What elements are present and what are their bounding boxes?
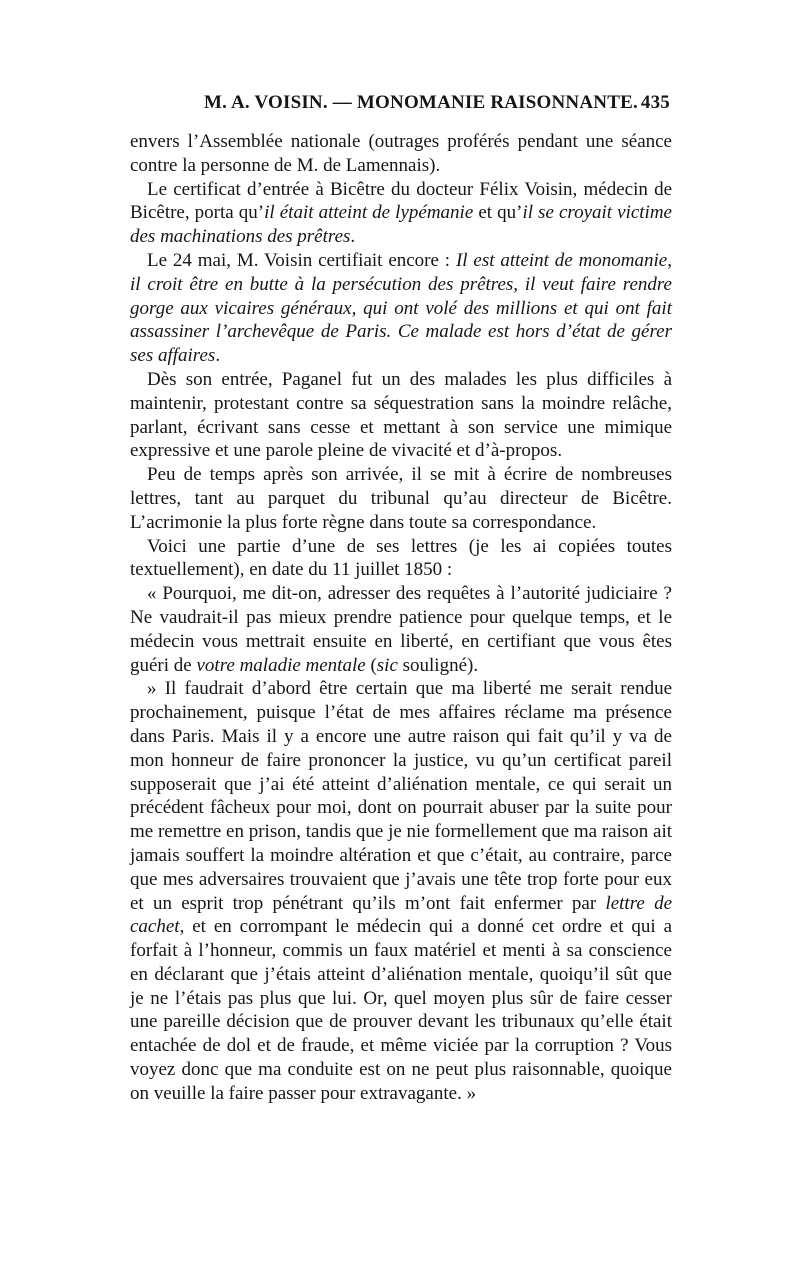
paragraph-letters [130, 463, 672, 534]
paragraph-letter-intro [130, 535, 672, 583]
paragraph-text: envers l’Assemblée nationale (outrages proférés pendant une séance contre la personne de M. de Lamennais). [130, 131, 672, 176]
running-header [130, 92, 670, 122]
header-author: M. A. VOISIN. [204, 92, 328, 113]
italic-quote: il se croyait victime des machinations des prêtres [130, 202, 672, 248]
running-title [204, 92, 638, 114]
header-dash: — [327, 92, 357, 113]
italic-quote: lettre de cachet [130, 892, 673, 938]
paragraph-text: . [350, 226, 356, 248]
page-number: 435 [640, 92, 670, 113]
paragraph-continued [130, 130, 672, 178]
italic-sic: sic [376, 654, 398, 676]
italic-quote: Il est atteint de monomanie, il croit être en butte à la persécution des prêtres, il veut faire rendre gorge aux vicaires généraux, qui ont volé des millions et qui ont fait assassiner l’archevêque de Paris. Ce malade est hors d’état de gérer ses affaires [130, 249, 672, 367]
paragraph-text: Peu de temps après son arrivée, il se mit à écrire de nombreuses lettres, tant au parquet du tribunal qu’au directeur de Bicêtre. L’acrimonie la plus forte règne dans toute sa correspondance. [130, 464, 672, 533]
paragraph-text: Dès son entrée, Paganel fut un des malades les plus difficiles à maintenir, protestant contre sa séquestration sans la moindre relâche, parlant, écrivant sans cesse et mettant à son service une mimique expressive et une parole pleine de vivacité et d’à-propos. [130, 368, 672, 462]
paragraph-behavior [130, 368, 672, 463]
paragraph-text: Voici une partie d’une de ses lettres (je les ai copiées toutes textuellement), en date du 11 juillet 1850 : [130, 535, 672, 581]
paragraph-text: « Pourquoi, me dit-on, adresser des requêtes à l’autorité judiciaire ? Ne vaudrait-il pas mieux prendre patience pour quelque temps, et le médecin vous mettrait ensuite en liberté, en certifiant que vous êtes guéri de [130, 583, 672, 676]
paragraph-text: , et en corrompant le médecin qui a donné cet ordre et qui a forfait à l’honneur, commis un faux matériel et menti à sa conscience en déclarant que j’étais atteint d’aliénation mentale, quoiqu’il sût que je ne l’étais pas plus que lui. Or, quel moyen plus sûr de faire cesser une pareille décision que de prouver devant les tribunaux qu’elle était entachée de dol et de fraude, et même viciée par la corruption ? Vous voyez donc que ma conduite est on ne peut plus raisonnable, quoique on veuille la faire passer pour extravagante. » [130, 916, 672, 1104]
paragraph-certificate-entry [130, 178, 672, 249]
paragraph-letter-quote-2 [130, 677, 672, 1105]
paragraph-text: ( [365, 654, 377, 676]
header-title: MONOMANIE RAISONNANTE. [356, 92, 638, 113]
paragraph-text: et qu’ [473, 202, 523, 224]
italic-quote: il était atteint de lypémanie [264, 202, 474, 224]
paragraph-text: souligné). [397, 654, 479, 676]
page-body [130, 130, 672, 1106]
paragraph-certificate-may [130, 249, 672, 368]
paragraph-text: » Il faudrait d’abord être certain que ma liberté me serait rendue prochainement, puisque l’état de mes affaires réclame ma présence dans Paris. Mais il y a encore une autre raison qui fait qu’il y va de mon honneur de faire prononcer la justice, vu qu’un certificat pareil supposerait que j’ai été atteint d’aliénation mentale, ce qui serait un précédent fâcheux pour moi, dont on pourrait abuser par la suite pour me remettre en prison, tandis que je nie formellement que ma raison ait jamais souffert la moindre altération et que c’était, au contraire, parce que mes adversaires trouvaient que j’avais une tête trop forte pour eux et un esprit trop pénétrant qu’ils m’ont fait enfermer par [130, 678, 672, 914]
italic-quote: votre maladie mentale [196, 654, 366, 676]
paragraph-text: . [215, 345, 221, 367]
paragraph-text: Le certificat d’entrée à Bicêtre du docteur Félix Voisin, médecin de Bicêtre, porta qu’ [130, 178, 672, 224]
paragraph-letter-quote-1 [130, 582, 672, 677]
paragraph-text: Le 24 mai, M. Voisin certifiait encore : [147, 249, 456, 271]
